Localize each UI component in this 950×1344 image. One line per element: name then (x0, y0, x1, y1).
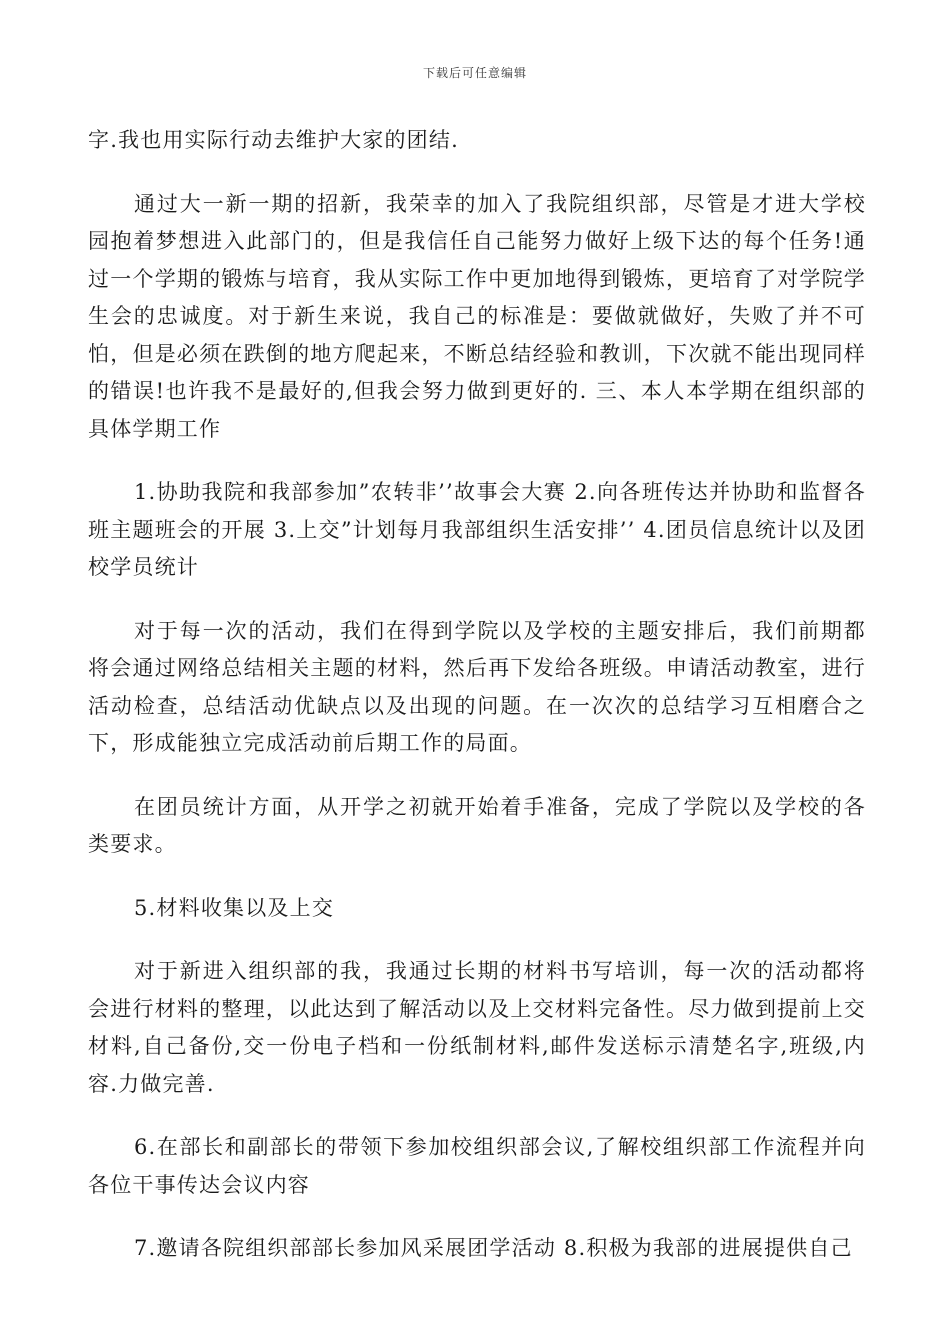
paragraph-7: 对于新进入组织部的我，我通过长期的材料书写培训，每一次的活动都将会进行材料的整理，以此达到了解活动以及上交材料完备性。尽力做到提前上交材料,自己备份,交一份电子档和一份纸制材料,邮件发送标示清楚名字,班级,内容.力做完善. (88, 959, 866, 1096)
paragraph-9: 7.邀请各院组织部部长参加风采展团学活动 8.积极为我部的进展提供自己 (134, 1236, 853, 1260)
paragraph-2: 通过大一新一期的招新，我荣幸的加入了我院组织部，尽管是才进大学校园抱着梦想进入此部门的，但是我信任自己能努力做好上级下达的每个任务!通过一个学期的锻炼与培育，我从实际工作中更加地得到锻炼，更培育了对学院学生会的忠诚度。对于新生来说，我自己的标准是：要做就做好，失败了并不可怕，但是必须在跌倒的地方爬起来，不断总结经验和教训，下次就不能出现同样的错误!也许我不是最好的,但我会努力做到更好的. 三、本人本学期在组织部的具体学期工作 (88, 191, 866, 441)
paragraph-4: 对于每一次的活动，我们在得到学院以及学校的主题安排后，我们前期都将会通过网络总结相关主题的材料，然后再下发给各班级。申请活动教室，进行活动检查，总结活动优缺点以及出现的问题。在一次次的总结学习互相磨合之下，形成能独立完成活动前后期工作的局面。 (88, 618, 866, 755)
paragraph-8: 6.在部长和副部长的带领下参加校组织部会议,了解校组织部工作流程并向各位干事传达会议内容 (88, 1135, 866, 1197)
paragraph-1: 字.我也用实际行动去维护大家的团结. (88, 128, 459, 152)
paragraph-3: 1.协助我院和我部参加”农转非’’故事会大赛 2.向各班传达并协助和监督各班主题班会的开展 3.上交”计划每月我部组织生活安排’’ 4.团员信息统计以及团校学员统计 (88, 480, 866, 579)
paragraph-5: 在团员统计方面，从开学之初就开始着手准备，完成了学院以及学校的各类要求。 (88, 794, 866, 856)
page-header: 下载后可任意编辑 (422, 66, 527, 80)
paragraph-6: 5.材料收集以及上交 (134, 895, 335, 920)
document-body (88, 122, 866, 1294)
